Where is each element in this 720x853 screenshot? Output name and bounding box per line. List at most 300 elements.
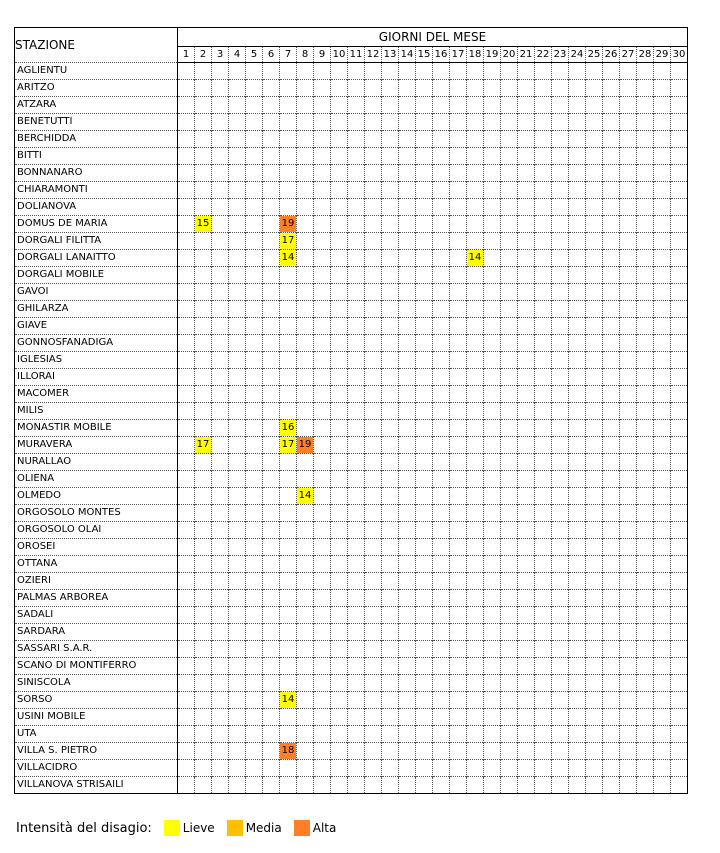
day-cell <box>654 420 671 437</box>
day-cell <box>586 641 603 658</box>
day-cell <box>178 454 195 471</box>
day-cell <box>535 114 552 131</box>
day-cell <box>450 437 467 454</box>
day-cell <box>212 386 229 403</box>
day-cell <box>501 437 518 454</box>
day-cell <box>212 573 229 590</box>
day-cell <box>603 454 620 471</box>
day-cell <box>331 131 348 148</box>
day-cell <box>348 301 365 318</box>
day-cell <box>620 726 637 743</box>
day-cell <box>416 114 433 131</box>
station-name: OTTANA <box>15 556 178 573</box>
day-cell <box>484 471 501 488</box>
day-cell <box>569 692 586 709</box>
day-cell <box>450 777 467 794</box>
day-cell <box>246 284 263 301</box>
day-cell <box>552 318 569 335</box>
day-cell <box>654 318 671 335</box>
day-cell <box>331 284 348 301</box>
day-cell <box>280 624 297 641</box>
day-cell <box>195 97 212 114</box>
day-cell <box>671 148 688 165</box>
day-cell <box>518 403 535 420</box>
day-cell <box>501 63 518 80</box>
day-cell <box>467 726 484 743</box>
day-cell <box>637 386 654 403</box>
day-cell <box>263 420 280 437</box>
day-cell <box>569 658 586 675</box>
day-cell <box>620 369 637 386</box>
day-cell <box>382 556 399 573</box>
day-cell <box>484 97 501 114</box>
day-cell <box>195 386 212 403</box>
day-cell <box>535 522 552 539</box>
day-cell <box>535 199 552 216</box>
day-cell <box>552 97 569 114</box>
day-cell <box>348 539 365 556</box>
day-cell <box>382 692 399 709</box>
day-cell <box>246 522 263 539</box>
day-cell <box>484 522 501 539</box>
day-cell <box>518 488 535 505</box>
day-cell <box>518 318 535 335</box>
day-cell <box>178 148 195 165</box>
day-cell <box>484 505 501 522</box>
day-cell <box>348 80 365 97</box>
day-cell <box>637 284 654 301</box>
days-column-header: GIORNI DEL MESE <box>378 30 487 44</box>
station-row <box>15 250 688 267</box>
day-cell <box>280 403 297 420</box>
day-cell <box>654 488 671 505</box>
event-cell-lieve: 14 <box>297 488 314 505</box>
day-cell <box>246 199 263 216</box>
day-cell <box>348 267 365 284</box>
day-cell <box>348 199 365 216</box>
day-cell <box>416 471 433 488</box>
day-cell <box>671 709 688 726</box>
day-cell <box>246 607 263 624</box>
day-cell <box>552 539 569 556</box>
day-cell <box>348 709 365 726</box>
station-row <box>15 420 688 437</box>
day-cell <box>552 267 569 284</box>
day-cell <box>212 131 229 148</box>
day-cell <box>586 301 603 318</box>
day-cell <box>280 318 297 335</box>
legend-alta-label: Alta <box>312 821 337 835</box>
day-cell <box>501 335 518 352</box>
day-cell <box>603 386 620 403</box>
day-cell <box>195 692 212 709</box>
day-cell <box>654 760 671 777</box>
day-cell <box>382 97 399 114</box>
day-cell <box>280 658 297 675</box>
day-cell <box>552 624 569 641</box>
day-cell <box>467 216 484 233</box>
day-cell <box>263 386 280 403</box>
day-cell <box>297 505 314 522</box>
day-cell <box>654 743 671 760</box>
day-cell <box>331 233 348 250</box>
day-cell <box>212 267 229 284</box>
day-cell <box>178 675 195 692</box>
day-cell <box>280 539 297 556</box>
day-number-cell: 20 <box>501 47 518 63</box>
day-cell <box>263 556 280 573</box>
day-cell <box>467 114 484 131</box>
day-cell <box>603 743 620 760</box>
day-cell <box>348 148 365 165</box>
station-name: NURALLAO <box>15 454 178 471</box>
day-cell <box>314 199 331 216</box>
day-cell <box>450 199 467 216</box>
day-cell <box>671 386 688 403</box>
event-cell-alta: 19 <box>280 216 297 233</box>
day-cell <box>348 573 365 590</box>
day-cell <box>314 675 331 692</box>
day-cell <box>518 386 535 403</box>
day-cell <box>263 63 280 80</box>
day-cell <box>399 216 416 233</box>
day-cell <box>297 63 314 80</box>
day-cell <box>518 658 535 675</box>
day-cell <box>399 454 416 471</box>
day-cell <box>637 318 654 335</box>
day-cell <box>535 250 552 267</box>
day-cell <box>467 539 484 556</box>
day-cell <box>365 709 382 726</box>
day-cell <box>178 760 195 777</box>
event-cell-alta: 18 <box>280 743 297 760</box>
day-cell <box>467 437 484 454</box>
day-cell <box>365 573 382 590</box>
day-cell <box>246 352 263 369</box>
day-cell <box>569 352 586 369</box>
day-cell <box>433 301 450 318</box>
station-row <box>15 675 688 692</box>
legend-lieve-label: Lieve <box>182 821 215 835</box>
day-cell <box>331 386 348 403</box>
day-cell <box>263 607 280 624</box>
day-cell <box>263 114 280 131</box>
day-cell <box>297 641 314 658</box>
day-cell <box>620 522 637 539</box>
day-cell <box>416 233 433 250</box>
day-cell <box>297 607 314 624</box>
day-cell <box>433 556 450 573</box>
day-cell <box>433 573 450 590</box>
day-cell <box>331 80 348 97</box>
day-cell <box>620 641 637 658</box>
station-row <box>15 607 688 624</box>
day-cell <box>501 692 518 709</box>
day-cell <box>637 148 654 165</box>
day-cell <box>637 199 654 216</box>
day-cell <box>331 573 348 590</box>
day-cell <box>552 386 569 403</box>
day-cell <box>484 624 501 641</box>
day-cell <box>229 505 246 522</box>
day-cell <box>484 675 501 692</box>
day-cell <box>620 420 637 437</box>
day-cell <box>314 760 331 777</box>
day-cell <box>348 131 365 148</box>
day-cell <box>348 471 365 488</box>
day-cell <box>399 318 416 335</box>
day-cell <box>280 522 297 539</box>
day-cell <box>246 471 263 488</box>
day-cell <box>382 63 399 80</box>
day-cell <box>399 352 416 369</box>
day-number-cell: 6 <box>263 47 280 63</box>
day-cell <box>671 488 688 505</box>
day-cell <box>297 267 314 284</box>
station-row <box>15 335 688 352</box>
day-cell <box>365 199 382 216</box>
day-cell <box>654 233 671 250</box>
day-cell <box>416 386 433 403</box>
day-cell <box>552 488 569 505</box>
day-cell <box>450 131 467 148</box>
day-cell <box>637 641 654 658</box>
day-cell <box>212 284 229 301</box>
day-cell <box>654 216 671 233</box>
day-cell <box>178 97 195 114</box>
day-cell <box>195 420 212 437</box>
day-cell <box>314 471 331 488</box>
day-cell <box>501 131 518 148</box>
day-cell <box>399 80 416 97</box>
day-cell <box>382 80 399 97</box>
day-number-cell: 8 <box>297 47 314 63</box>
station-row <box>15 624 688 641</box>
day-cell <box>331 216 348 233</box>
day-cell <box>280 165 297 182</box>
station-name: UTA <box>15 726 178 743</box>
day-cell <box>484 335 501 352</box>
day-cell <box>620 318 637 335</box>
day-cell <box>603 267 620 284</box>
day-cell <box>518 131 535 148</box>
day-cell <box>297 556 314 573</box>
station-name: SADALI <box>15 607 178 624</box>
day-cell <box>229 420 246 437</box>
station-name: GAVOI <box>15 284 178 301</box>
day-cell <box>365 437 382 454</box>
day-cell <box>569 675 586 692</box>
day-cell <box>382 505 399 522</box>
day-cell <box>433 369 450 386</box>
day-cell <box>569 556 586 573</box>
day-cell <box>620 131 637 148</box>
day-cell <box>433 488 450 505</box>
day-cell <box>399 403 416 420</box>
day-cell <box>654 352 671 369</box>
day-cell <box>484 743 501 760</box>
day-cell <box>365 318 382 335</box>
day-cell <box>603 590 620 607</box>
day-cell <box>382 352 399 369</box>
day-cell <box>569 250 586 267</box>
day-cell <box>331 539 348 556</box>
day-cell <box>450 471 467 488</box>
event-cell-lieve: 17 <box>280 437 297 454</box>
day-cell <box>433 114 450 131</box>
day-cell <box>382 301 399 318</box>
day-cell <box>654 590 671 607</box>
day-cell <box>603 556 620 573</box>
station-name: ARITZO <box>15 80 178 97</box>
day-cell <box>620 777 637 794</box>
day-cell <box>416 777 433 794</box>
day-cell <box>552 760 569 777</box>
day-cell <box>620 709 637 726</box>
day-cell <box>552 556 569 573</box>
day-cell <box>263 250 280 267</box>
day-cell <box>535 352 552 369</box>
day-cell <box>416 199 433 216</box>
day-cell <box>280 726 297 743</box>
day-cell <box>433 743 450 760</box>
day-cell <box>331 250 348 267</box>
day-cell <box>552 250 569 267</box>
day-cell <box>569 267 586 284</box>
day-cell <box>467 709 484 726</box>
day-cell <box>654 182 671 199</box>
day-cell <box>518 63 535 80</box>
day-cell <box>501 760 518 777</box>
day-cell <box>637 726 654 743</box>
day-cell <box>178 114 195 131</box>
day-cell <box>263 777 280 794</box>
event-cell-alta: 19 <box>297 437 314 454</box>
station-name: DORGALI LANAITTO <box>15 250 178 267</box>
day-cell <box>297 692 314 709</box>
day-cell <box>399 658 416 675</box>
day-cell <box>195 488 212 505</box>
day-cell <box>399 250 416 267</box>
day-number-cell: 5 <box>246 47 263 63</box>
day-cell <box>314 352 331 369</box>
day-cell <box>484 216 501 233</box>
day-cell <box>467 505 484 522</box>
station-name: USINI MOBILE <box>15 709 178 726</box>
day-cell <box>314 97 331 114</box>
day-cell <box>297 97 314 114</box>
day-cell <box>586 318 603 335</box>
day-cell <box>518 692 535 709</box>
day-cell <box>314 148 331 165</box>
day-cell <box>416 403 433 420</box>
day-cell <box>467 777 484 794</box>
day-cell <box>263 590 280 607</box>
day-cell <box>535 726 552 743</box>
day-cell <box>399 165 416 182</box>
day-cell <box>212 709 229 726</box>
day-cell <box>586 505 603 522</box>
day-cell <box>382 369 399 386</box>
day-cell <box>433 539 450 556</box>
day-cell <box>314 522 331 539</box>
day-cell <box>263 539 280 556</box>
day-cell <box>450 590 467 607</box>
station-row <box>15 556 688 573</box>
day-cell <box>620 80 637 97</box>
day-cell <box>501 590 518 607</box>
day-cell <box>637 743 654 760</box>
day-cell <box>552 335 569 352</box>
day-cell <box>178 624 195 641</box>
day-cell <box>433 641 450 658</box>
day-cell <box>280 641 297 658</box>
day-cell <box>467 318 484 335</box>
day-cell <box>365 454 382 471</box>
day-number-cell: 29 <box>654 47 671 63</box>
day-cell <box>501 97 518 114</box>
day-cell <box>195 556 212 573</box>
day-cell <box>501 233 518 250</box>
day-cell <box>280 301 297 318</box>
day-cell <box>569 420 586 437</box>
day-cell <box>178 284 195 301</box>
day-number-cell: 24 <box>569 47 586 63</box>
day-cell <box>212 148 229 165</box>
day-cell <box>620 539 637 556</box>
day-cell <box>654 165 671 182</box>
day-cell <box>450 505 467 522</box>
day-cell <box>654 267 671 284</box>
day-cell <box>552 658 569 675</box>
day-cell <box>620 743 637 760</box>
day-cell <box>263 709 280 726</box>
day-cell <box>552 352 569 369</box>
station-name: MURAVERA <box>15 437 178 454</box>
station-name: ATZARA <box>15 97 178 114</box>
day-cell <box>450 743 467 760</box>
day-cell <box>586 97 603 114</box>
day-cell <box>195 301 212 318</box>
day-cell <box>229 216 246 233</box>
day-cell <box>484 760 501 777</box>
day-cell <box>382 114 399 131</box>
day-cell <box>518 539 535 556</box>
day-cell <box>501 726 518 743</box>
day-cell <box>535 505 552 522</box>
day-cell <box>467 743 484 760</box>
day-cell <box>637 352 654 369</box>
day-cell <box>535 488 552 505</box>
day-cell <box>518 454 535 471</box>
day-cell <box>450 760 467 777</box>
day-cell <box>314 692 331 709</box>
day-cell <box>314 318 331 335</box>
day-cell <box>280 607 297 624</box>
day-cell <box>586 148 603 165</box>
day-cell <box>569 437 586 454</box>
day-cell <box>637 624 654 641</box>
day-cell <box>501 284 518 301</box>
day-cell <box>603 488 620 505</box>
station-name: PALMAS ARBOREA <box>15 590 178 607</box>
day-cell <box>212 505 229 522</box>
day-cell <box>484 369 501 386</box>
day-cell <box>467 335 484 352</box>
day-cell <box>671 522 688 539</box>
day-cell <box>229 624 246 641</box>
day-cell <box>297 352 314 369</box>
